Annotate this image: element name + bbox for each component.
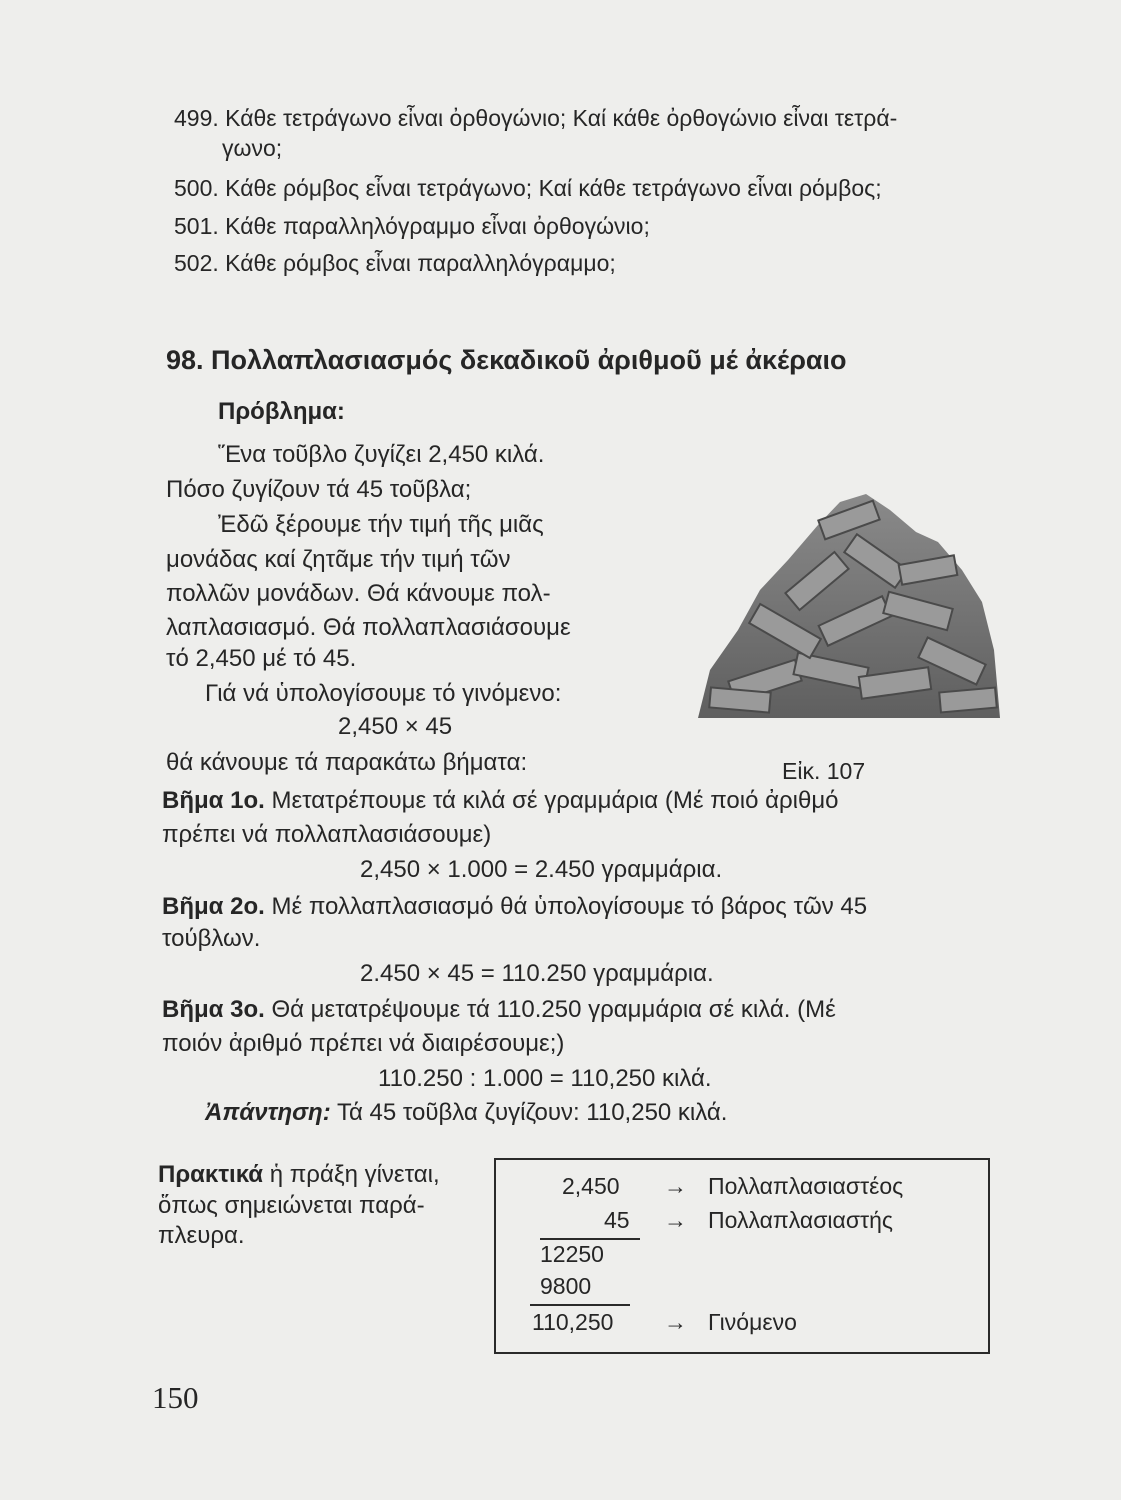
step-1-line1 [162, 787, 839, 815]
section-title: 98. Πολλαπλασιασμός δεκαδικοῦ ἀριθμοῦ μέ ἀκέραιο [166, 345, 847, 375]
calc-rule [530, 1304, 630, 1306]
answer [205, 1099, 727, 1127]
brick-pile-icon [690, 480, 1002, 725]
step-2-equation: 2.450 × 45 = 110.250 γραμμάρια. [360, 960, 714, 987]
exercise-499-line2: γωνο; [222, 135, 283, 161]
answer-label: Ἀπάντηση: [205, 1099, 331, 1126]
practical-line3: πλευρα. [158, 1222, 245, 1249]
step-3-label: Βῆμα 3ο. [162, 996, 265, 1023]
problem-line: Πόσο ζυγίζουν τά 45 τοῦβλα; [166, 476, 472, 503]
calc-partial-2: 9800 [540, 1273, 592, 1299]
figure-caption: Εἰκ. 107 [782, 758, 866, 784]
exercise-501: 501. Κάθε παραλληλόγραμμο εἶναι ὀρθογώνιο; [174, 213, 650, 239]
problem-line: Ἐδῶ ξέρουμε τήν τιμή τῆς μιᾶς [218, 511, 544, 538]
exercise-502: 502. Κάθε ρόμβος εἶναι παραλληλόγραμμο; [174, 250, 616, 276]
calculation-box [494, 1158, 990, 1354]
step-1-line2: πρέπει νά πολλαπλασιάσουμε) [162, 821, 492, 848]
exercise-500: 500. Κάθε ρόμβος εἶναι τετράγωνο; Καί κάθε τετράγωνο εἶναι ρόμβος; [174, 175, 882, 201]
calc-product-label: Γινόμενο [708, 1309, 797, 1335]
problem-line: Ἕνα τοῦβλο ζυγίζει 2,450 κιλά. [218, 441, 545, 468]
calc-partial-1: 12250 [540, 1241, 604, 1267]
step-2-line2: τούβλων. [162, 925, 261, 952]
step-3-equation: 110.250 : 1.000 = 110,250 κιλά. [378, 1065, 712, 1092]
step-2-text: Μέ πολλαπλασιασμό θά ὑπολογίσουμε τό βάρος τῶν 45 [271, 893, 868, 920]
calc-multiplicand: 2,450 [562, 1173, 620, 1199]
exercise-499-line1: 499. Κάθε τετράγωνο εἶναι ὀρθογώνιο; Καί κάθε ὀρθογώνιο εἶναι τετρά- [174, 105, 898, 131]
step-1-equation: 2,450 × 1.000 = 2.450 γραμμάρια. [360, 856, 723, 883]
arrow-icon: → [664, 1173, 687, 1199]
problem-line: Γιά νά ὑπολογίσουμε τό γινόμενο: [205, 680, 562, 707]
calc-multiplicand-label: Πολλαπλασιαστέος [708, 1173, 904, 1199]
page-number: 150 [152, 1380, 199, 1415]
step-2-label: Βῆμα 2ο. [162, 893, 265, 920]
problem-expression: 2,450 × 45 [338, 713, 453, 740]
step-3-line1 [162, 996, 836, 1024]
practical-bold: Πρακτικά [158, 1161, 264, 1188]
step-2-line1 [162, 893, 867, 921]
practical-rest: ἡ πράξη γίνεται, [269, 1161, 440, 1188]
problem-heading: Πρόβλημα: [218, 398, 345, 425]
step-1-text: Μετατρέπουμε τά κιλά σέ γραμμάρια (Μέ ποιό ἀριθμό [271, 787, 839, 814]
problem-line: θά κάνουμε τά παρακάτω βήματα: [166, 749, 528, 776]
problem-line: πολλῶν μονάδων. Θά κάνουμε πολ- [166, 580, 551, 607]
calc-multiplier: 45 [604, 1207, 630, 1233]
step-1-label: Βῆμα 1ο. [162, 787, 265, 814]
step-3-line2: ποιόν ἀριθμό πρέπει νά διαιρέσουμε;) [162, 1030, 565, 1057]
problem-line: λαπλασιασμό. Θά πολλαπλασιάσουμε [166, 614, 571, 641]
calc-multiplier-label: Πολλαπλασιαστής [708, 1207, 893, 1233]
problem-line: μονάδας καί ζητᾶμε τήν τιμή τῶν [166, 546, 511, 573]
arrow-icon: → [664, 1207, 687, 1233]
practical-line1 [158, 1161, 440, 1189]
arrow-icon: → [664, 1309, 687, 1335]
answer-text: Τά 45 τοῦβλα ζυγίζουν: 110,250 κιλά. [336, 1099, 728, 1126]
practical-line2: ὅπως σημειώνεται παρά- [158, 1192, 425, 1219]
problem-line: τό 2,450 μέ τό 45. [166, 645, 357, 672]
step-3-text: Θά μετατρέψουμε τά 110.250 γραμμάρια σέ κιλά. (Μέ [271, 996, 836, 1023]
calc-product: 110,250 [532, 1309, 614, 1335]
